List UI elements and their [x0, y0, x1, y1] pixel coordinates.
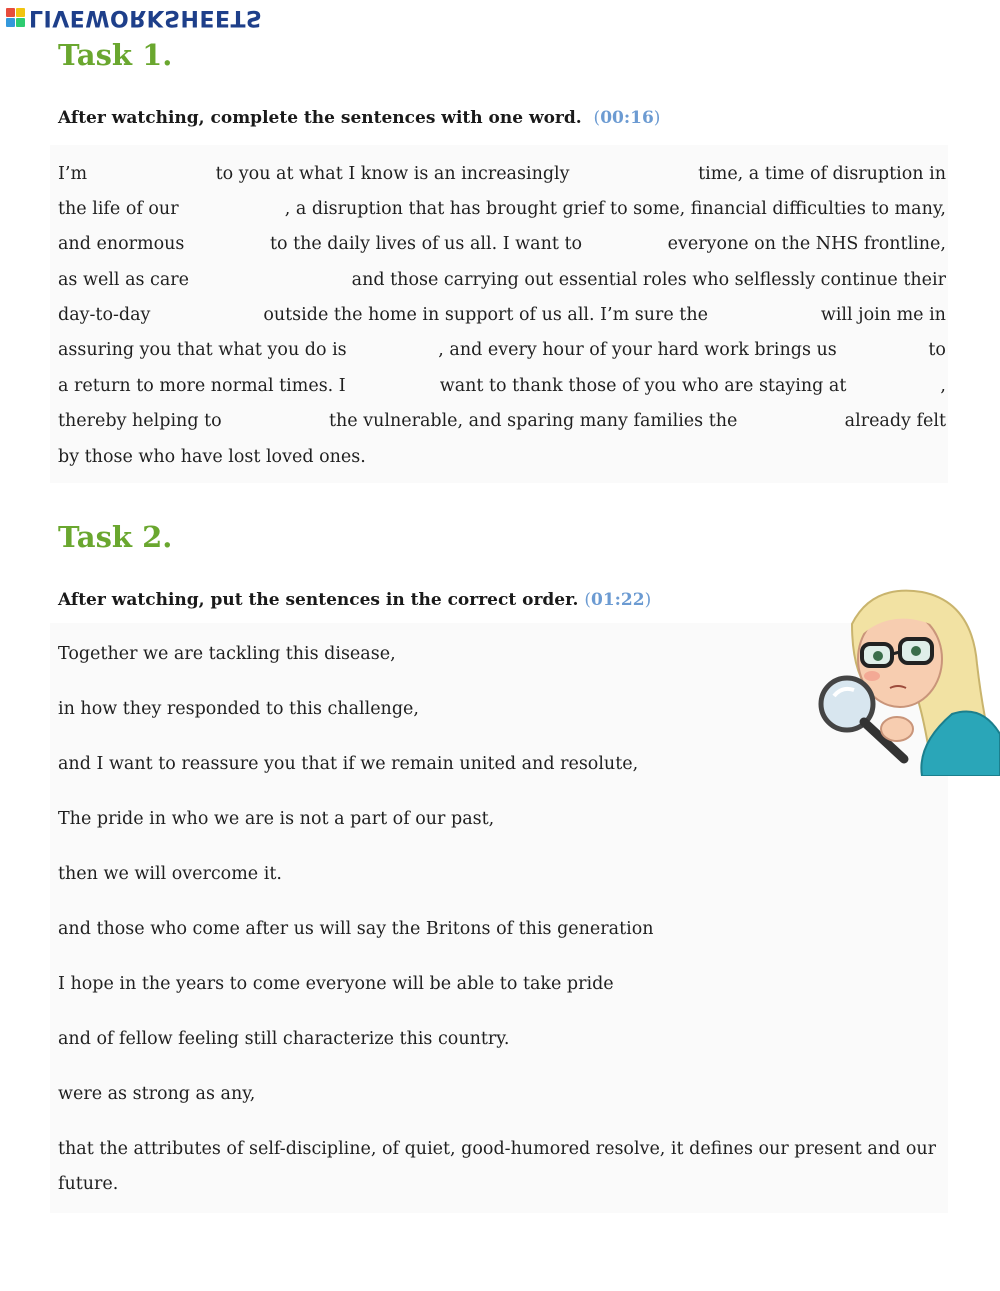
order-sentence[interactable]: in how they responded to this challenge,: [58, 699, 419, 719]
task1-instruction: After watching, complete the sentences with one word. (00:16): [58, 108, 661, 128]
detective-girl-magnifying-glass-icon: [812, 584, 1000, 776]
order-sentence[interactable]: The pride in who we are is not a part of our past,: [58, 809, 495, 829]
task1-timecode: 00:16: [600, 108, 654, 128]
passage-text: and those carrying out essential roles who selflessly continue their: [351, 270, 946, 290]
passage-text: will join me in: [820, 305, 946, 325]
passage-text: ,: [940, 376, 946, 396]
order-sentence[interactable]: I hope in the years to come everyone will be able to take pride: [58, 974, 614, 994]
order-sentence[interactable]: and those who come after us will say the Britons of this generation: [58, 919, 654, 939]
task2-instruction-text: After watching, put the sentences in the correct order.: [58, 590, 579, 610]
task2-timecode: 01:22: [591, 590, 645, 610]
passage-line: [58, 303, 946, 327]
task2-heading: Task 2.: [58, 520, 173, 554]
passage-line: [58, 409, 946, 433]
liveworksheets-logo-icon: [6, 8, 25, 27]
order-sentence[interactable]: and I want to reassure you that if we remain united and resolute,: [58, 754, 639, 774]
logo-text: LIVEWORKSHEETS: [29, 4, 263, 30]
passage-text: to the daily lives of us all. I want to: [269, 234, 583, 254]
order-sentence[interactable]: Together we are tackling this disease,: [58, 644, 396, 664]
passage-line: [58, 338, 946, 362]
task1-instruction-text: After watching, complete the sentences with one word.: [58, 108, 582, 128]
passage-text: by those who have lost loved ones.: [58, 447, 366, 467]
passage-line: [58, 445, 946, 469]
passage-text: thereby helping to: [58, 411, 222, 431]
passage-text: want to thank those of you who are staying at: [439, 376, 847, 396]
passage-text: outside the home in support of us all. I’m sure the: [263, 305, 708, 325]
passage-text: to you at what I know is an increasingly: [215, 164, 570, 184]
passage-text: I’m: [58, 164, 88, 184]
site-logo: [6, 2, 262, 32]
passage-text: time, a time of disruption in: [698, 164, 946, 184]
passage-line: [58, 268, 946, 292]
passage-line: [58, 162, 946, 186]
passage-text: everyone on the NHS frontline,: [667, 234, 946, 254]
passage-text: the life of our: [58, 199, 179, 219]
passage-text: already felt: [844, 411, 946, 431]
passage-text: the vulnerable, and sparing many families the: [328, 411, 738, 431]
passage-text: , and every hour of your hard work brings us: [438, 340, 837, 360]
passage-text: , a disruption that has brought grief to some, financial difficulties to many,: [284, 199, 946, 219]
passage-text: and enormous: [58, 234, 185, 254]
passage-text: a return to more normal times. I: [58, 376, 346, 396]
passage-line: [58, 197, 946, 221]
passage-text: to: [928, 340, 946, 360]
order-sentence[interactable]: were as strong as any,: [58, 1084, 256, 1104]
passage-line: [58, 374, 946, 398]
task2-instruction: After watching, put the sentences in the correct order. (01:22): [58, 590, 652, 610]
passage-text: as well as care: [58, 270, 190, 290]
task1-heading: Task 1.: [58, 38, 173, 72]
passage-line: [58, 232, 946, 256]
passage-text: day-to-day: [58, 305, 151, 325]
order-sentence[interactable]: and of fellow feeling still characterize this country.: [58, 1029, 510, 1049]
order-sentence[interactable]: then we will overcome it.: [58, 864, 282, 884]
passage-text: assuring you that what you do is: [58, 340, 347, 360]
order-sentence[interactable]: that the attributes of self-discipline, of quiet, good-humored resolve, it defines our present and our future.: [58, 1139, 937, 1194]
